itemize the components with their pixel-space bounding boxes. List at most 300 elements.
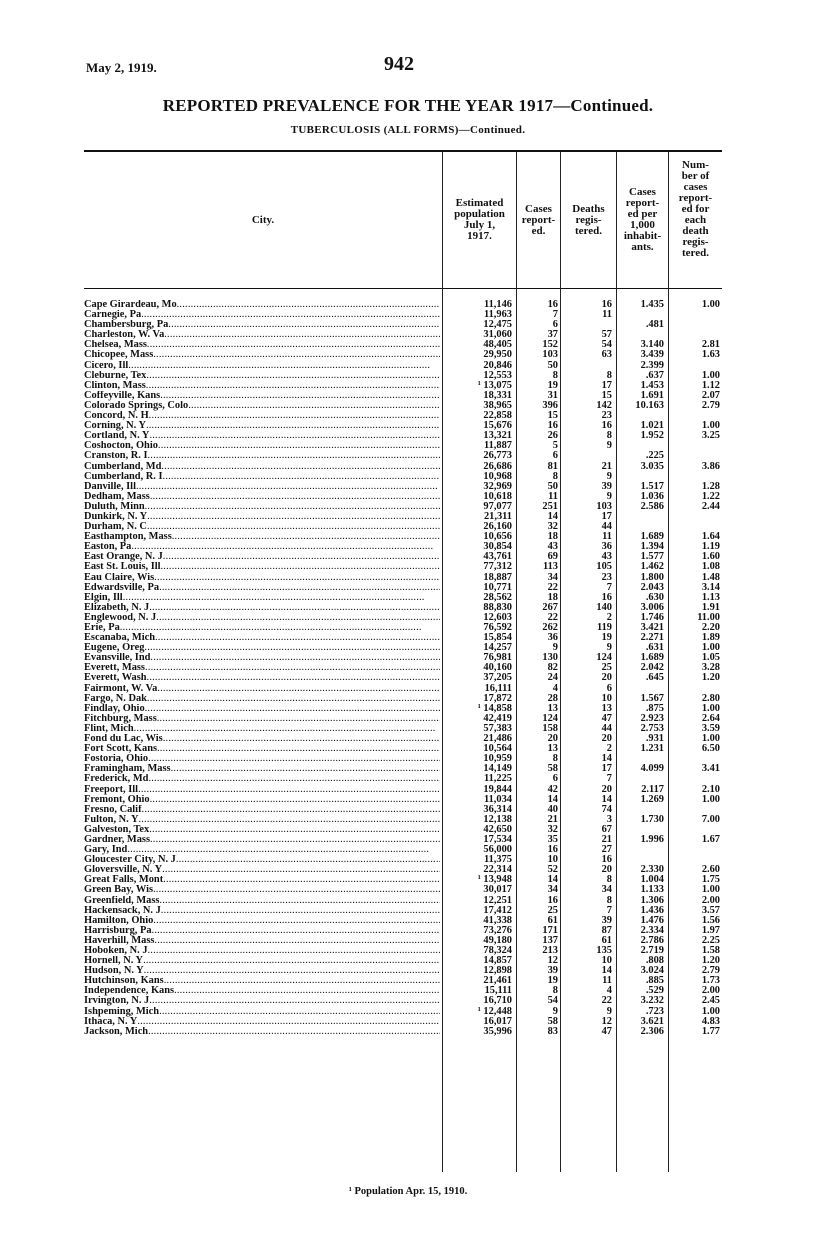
city-name: Gary, Ind . . . <box>84 845 440 855</box>
cases-cell: 396 <box>542 399 558 411</box>
cases-cell: 10 <box>547 854 558 866</box>
ratio-cell: 1.00 <box>701 642 720 654</box>
ratio-cell: 3.57 <box>701 904 720 916</box>
cases-cell: 82 <box>547 662 558 674</box>
ratio-cell: 3.41 <box>701 763 720 775</box>
column-header-ratio: Num- ber of cases report- ed for each death regis- tered. <box>678 159 713 259</box>
population-cell: 17,872 <box>483 692 512 704</box>
city-name: Fitchburg, Mass . . . <box>84 714 440 724</box>
population-cell: 15,854 <box>483 632 512 644</box>
population-cell: 56,000 <box>483 844 512 856</box>
table-row <box>84 976 722 986</box>
cases-cell: 6 <box>552 773 558 785</box>
table-row <box>84 522 722 532</box>
deaths-cell: 57 <box>601 329 612 341</box>
ratio-cell: 4.83 <box>701 1015 720 1027</box>
rate-cell: .631 <box>645 642 664 654</box>
population-cell: 17,534 <box>483 833 512 845</box>
deaths-cell: 23 <box>601 571 612 583</box>
deaths-cell: 11 <box>602 309 612 321</box>
rate-cell: 3.006 <box>640 601 664 613</box>
deaths-cell: 9 <box>606 470 612 482</box>
table-row <box>84 401 722 411</box>
table-row <box>84 694 722 704</box>
population-cell: 11,887 <box>483 440 512 452</box>
population-cell: 20,846 <box>483 359 512 371</box>
ratio-cell: 2.79 <box>701 399 720 411</box>
population-cell: 40,160 <box>483 662 512 674</box>
ratio-cell: 2.00 <box>701 894 720 906</box>
ratio-cell: 2.10 <box>701 783 720 795</box>
ratio-cell: 1.75 <box>701 874 720 886</box>
city-name: Great Falls, Mont . . . <box>84 875 440 885</box>
ratio-cell: 2.25 <box>701 934 720 946</box>
table-row <box>84 795 722 805</box>
rate-cell: .875 <box>645 702 664 714</box>
table-row <box>84 350 722 360</box>
column-header-rate: Cases report- ed per 1,000 inhabit- ants. <box>623 186 662 253</box>
cases-cell: 32 <box>547 521 558 533</box>
ratio-cell: 1.00 <box>701 1005 720 1017</box>
ratio-cell: 1.77 <box>701 1025 720 1037</box>
cases-cell: 81 <box>547 460 558 472</box>
page-title: REPORTED PREVALENCE FOR THE YEAR 1917—Continued. <box>162 96 654 115</box>
rate-cell: 4.099 <box>640 763 664 775</box>
city-name: Dunkirk, N. Y . . . <box>84 512 440 522</box>
table-row <box>84 441 722 451</box>
population-cell: 88,830 <box>483 601 512 613</box>
rate-cell: .723 <box>645 1005 664 1017</box>
deaths-cell: 15 <box>601 389 612 401</box>
deaths-cell: 4 <box>606 985 612 997</box>
city-name: East St. Louis, Ill . . . <box>84 562 440 572</box>
cases-cell: 19 <box>547 975 558 987</box>
city-name: Corning, N. Y . . . <box>84 421 440 431</box>
population-cell: 21,486 <box>483 733 512 745</box>
city-name: Ithaca, N. Y . . . <box>84 1017 440 1027</box>
table-row <box>84 562 722 572</box>
ratio-cell: 2.60 <box>701 864 720 876</box>
table-row <box>84 371 722 381</box>
city-name: Gloucester City, N. J . . . <box>84 855 440 865</box>
page-number: 942 <box>384 53 414 75</box>
deaths-cell: 119 <box>596 622 612 633</box>
table-row <box>84 996 722 1006</box>
population-cell: 14,257 <box>483 642 512 654</box>
city-name: Hoboken, N. J . . . <box>84 946 440 956</box>
rate-cell: 1.435 <box>640 299 664 310</box>
table-row <box>84 421 722 431</box>
cases-cell: 13 <box>547 743 558 755</box>
city-name: Duluth, Minn . . . <box>84 502 440 512</box>
table-row <box>84 451 722 461</box>
deaths-cell: 87 <box>601 924 612 936</box>
ratio-cell: 1.56 <box>701 914 720 926</box>
population-cell: 28,562 <box>483 591 512 603</box>
rate-cell: 2.586 <box>640 500 664 512</box>
header-bottom-rule <box>84 288 722 289</box>
ratio-cell: 3.14 <box>701 581 720 593</box>
population-cell: 22,858 <box>483 410 512 422</box>
deaths-cell: 14 <box>601 965 612 977</box>
ratio-cell: 2.64 <box>701 712 720 724</box>
city-name: Flint, Mich . . . <box>84 724 440 734</box>
cases-cell: 11 <box>548 490 558 502</box>
cases-cell: 8 <box>552 985 558 997</box>
population-cell: 16,710 <box>483 995 512 1007</box>
city-name: Irvington, N. J . . . <box>84 996 440 1006</box>
population-cell: ¹ 12,448 <box>477 1005 512 1017</box>
ratio-cell: 1.60 <box>701 551 720 563</box>
rate-cell: 2.753 <box>640 722 664 734</box>
deaths-cell: 16 <box>601 299 612 310</box>
cases-cell: 251 <box>542 500 558 512</box>
ratio-cell: 2.80 <box>701 692 720 704</box>
cases-cell: 5 <box>552 440 558 452</box>
cases-cell: 130 <box>542 652 558 664</box>
population-cell: 73,276 <box>483 924 512 936</box>
table-row <box>84 633 722 643</box>
population-cell: 31,060 <box>483 329 512 341</box>
deaths-cell: 9 <box>606 490 612 502</box>
deaths-cell: 17 <box>601 379 612 391</box>
population-cell: 18,887 <box>483 571 512 583</box>
deaths-cell: 39 <box>601 480 612 492</box>
rate-cell: 1.996 <box>640 833 664 845</box>
rate-cell: 1.231 <box>640 743 664 755</box>
deaths-cell: 67 <box>601 823 612 835</box>
cases-cell: 83 <box>547 1025 558 1037</box>
city-name: Hudson, N. Y . . . <box>84 966 440 976</box>
population-cell: 21,461 <box>483 975 512 987</box>
cases-cell: 25 <box>547 904 558 916</box>
deaths-cell: 61 <box>601 934 612 946</box>
cases-cell: 124 <box>542 712 558 724</box>
cases-cell: 4 <box>552 682 558 694</box>
table-row <box>84 542 722 552</box>
table-row <box>84 865 722 875</box>
ratio-cell: 7.00 <box>701 813 720 825</box>
ratio-cell: 1.12 <box>701 379 720 391</box>
deaths-cell: 17 <box>601 763 612 775</box>
rate-cell: 1.269 <box>640 793 664 805</box>
table-row <box>84 673 722 683</box>
cases-cell: 7 <box>552 309 558 321</box>
table-row <box>84 462 722 472</box>
cases-cell: 54 <box>547 995 558 1007</box>
footnote: ¹ Population Apr. 15, 1910. <box>348 1186 468 1197</box>
table-row <box>84 300 722 310</box>
deaths-cell: 16 <box>601 591 612 603</box>
city-name: Evansville, Ind . . . <box>84 653 440 663</box>
city-name: Eugene, Oreg . . . <box>84 643 440 653</box>
city-name: Escanaba, Mich . . . <box>84 633 440 643</box>
city-name: Cumberland, Md . . . <box>84 462 440 472</box>
city-name: Concord, N. H . . . <box>84 411 440 421</box>
deaths-cell: 9 <box>606 1005 612 1017</box>
ratio-cell: 3.25 <box>701 430 720 442</box>
ratio-cell: 1.89 <box>701 632 720 644</box>
rate-cell: 1.436 <box>640 904 664 916</box>
ratio-cell: 11.00 <box>697 611 720 623</box>
cases-cell: 13 <box>547 702 558 714</box>
table-row <box>84 391 722 401</box>
city-name: Cleburne, Tex . . . <box>84 371 440 381</box>
city-name: Chambersburg, Pa . . . <box>84 320 440 330</box>
city-name: Framingham, Mass . . . <box>84 764 440 774</box>
city-name: Colorado Springs, Colo . . . <box>84 401 440 411</box>
cases-cell: 16 <box>547 894 558 906</box>
deaths-cell: 21 <box>601 460 612 472</box>
population-cell: 10,771 <box>483 581 512 593</box>
deaths-cell: 20 <box>601 864 612 876</box>
deaths-cell: 20 <box>601 733 612 745</box>
deaths-cell: 19 <box>601 632 612 644</box>
deaths-cell: 17 <box>601 510 612 522</box>
population-cell: 12,138 <box>483 813 512 825</box>
cases-cell: 6 <box>552 319 558 331</box>
city-name: Harrisburg, Pa . . . <box>84 926 440 936</box>
table-row <box>84 946 722 956</box>
table-row <box>84 956 722 966</box>
column-header-population: Estimated population July 1, 1917. <box>454 197 505 242</box>
population-cell: 26,773 <box>483 450 512 462</box>
city-name: Chelsea, Mass . . . <box>84 340 440 350</box>
city-name: Fairmont, W. Va . . . <box>84 684 440 694</box>
city-name: East Orange, N. J . . . <box>84 552 440 562</box>
city-name: Fresno, Calif . . . <box>84 805 440 815</box>
cases-cell: 8 <box>552 753 558 765</box>
table-row <box>84 613 722 623</box>
cases-cell: 50 <box>547 359 558 371</box>
rate-cell: 1.462 <box>640 561 664 573</box>
deaths-cell: 21 <box>601 833 612 845</box>
ratio-cell: 1.22 <box>701 490 720 502</box>
deaths-cell: 9 <box>606 440 612 452</box>
rate-cell: 1.004 <box>640 874 664 886</box>
table-row <box>84 381 722 391</box>
table-row <box>84 502 722 512</box>
city-name: Cranston, R. I . . . <box>84 451 440 461</box>
rate-cell: 3.035 <box>640 460 664 472</box>
city-name: Hackensack, N. J . . . <box>84 906 440 916</box>
deaths-cell: 39 <box>601 914 612 926</box>
deaths-cell: 36 <box>601 541 612 553</box>
population-cell: 11,225 <box>483 773 512 785</box>
deaths-cell: 43 <box>601 551 612 563</box>
table-row <box>84 896 722 906</box>
deaths-cell: 105 <box>596 561 612 573</box>
population-cell: 30,854 <box>483 541 512 553</box>
rate-cell: 1.517 <box>640 480 664 492</box>
rate-cell: 1.306 <box>640 894 664 906</box>
table-row <box>84 552 722 562</box>
table-row <box>84 492 722 502</box>
cases-cell: 12 <box>547 955 558 967</box>
population-cell: 41,338 <box>483 914 512 926</box>
ratio-cell: 1.08 <box>701 561 720 573</box>
column-header-deaths: Deaths regis- tered. <box>572 202 605 237</box>
city-name: Fargo, N. Dak . . . <box>84 694 440 704</box>
population-cell: 12,251 <box>483 894 512 906</box>
cases-cell: 58 <box>547 763 558 775</box>
deaths-cell: 47 <box>601 1025 612 1037</box>
deaths-cell: 20 <box>601 672 612 684</box>
cases-cell: 9 <box>552 642 558 654</box>
deaths-cell: 20 <box>601 783 612 795</box>
city-name: Fostoria, Ohio . . . <box>84 754 440 764</box>
ratio-cell: 1.28 <box>701 480 720 492</box>
city-name: Easthampton, Mass . . . <box>84 532 440 542</box>
ratio-cell: 1.00 <box>701 702 720 714</box>
cases-cell: 24 <box>547 672 558 684</box>
deaths-cell: 34 <box>601 884 612 896</box>
city-name: Dedham, Mass . . . <box>84 492 440 502</box>
table-row <box>84 744 722 754</box>
deaths-cell: 63 <box>601 349 612 361</box>
deaths-cell: 11 <box>602 531 612 543</box>
city-name: Hornell, N. Y . . . <box>84 956 440 966</box>
deaths-cell: 103 <box>596 500 612 512</box>
deaths-cell: 8 <box>606 894 612 906</box>
population-cell: ¹ 13,948 <box>477 874 512 886</box>
table-row <box>84 764 722 774</box>
population-cell: 26,160 <box>483 521 512 533</box>
rate-cell: 3.140 <box>640 339 664 351</box>
table-row <box>84 330 722 340</box>
table-row <box>84 603 722 613</box>
table-row <box>84 340 722 350</box>
population-cell: 29,950 <box>483 349 512 361</box>
deaths-cell: 9 <box>606 642 612 654</box>
city-name: Ishpeming, Mich . . . <box>84 1007 440 1017</box>
table-row <box>84 320 722 330</box>
ratio-cell: 1.73 <box>701 975 720 987</box>
table-row <box>84 573 722 583</box>
deaths-cell: 14 <box>601 753 612 765</box>
deaths-cell: 7 <box>606 904 612 916</box>
column-header-city: City. <box>251 213 275 226</box>
cases-cell: 158 <box>542 722 558 734</box>
city-name: Coshocton, Ohio . . . <box>84 441 440 451</box>
city-name: Green Bay, Wis . . . <box>84 885 440 895</box>
ratio-cell: 2.44 <box>701 500 720 512</box>
cases-cell: 31 <box>547 389 558 401</box>
population-cell: 12,603 <box>483 611 512 623</box>
population-cell: 12,553 <box>483 369 512 381</box>
city-name: Galveston, Tex . . . <box>84 825 440 835</box>
deaths-cell: 3 <box>606 813 612 825</box>
rate-cell: .645 <box>645 672 664 684</box>
population-cell: 15,676 <box>483 420 512 432</box>
ratio-cell: 2.00 <box>701 985 720 997</box>
city-name: Carnegie, Pa . . . <box>84 310 440 320</box>
population-cell: 30,017 <box>483 884 512 896</box>
population-cell: 97,077 <box>483 500 512 512</box>
ratio-cell: 1.05 <box>701 652 720 664</box>
rate-cell: .637 <box>645 369 664 381</box>
ratio-cell: 3.86 <box>701 460 720 472</box>
table-row <box>84 431 722 441</box>
cases-cell: 16 <box>547 420 558 432</box>
table-row <box>84 774 722 784</box>
deaths-cell: 140 <box>596 601 612 613</box>
city-name: Coffeyville, Kans . . . <box>84 391 440 401</box>
city-name: Clinton, Mass . . . <box>84 381 440 391</box>
population-cell: 12,475 <box>483 319 512 331</box>
ratio-cell: 1.63 <box>701 349 720 361</box>
population-cell: 11,375 <box>483 854 512 866</box>
city-name: Fremont, Ohio . . . <box>84 795 440 805</box>
deaths-cell: 2 <box>606 611 612 623</box>
cases-cell: 137 <box>542 934 558 946</box>
cases-cell: 171 <box>542 924 558 936</box>
rate-cell: 3.621 <box>640 1015 664 1027</box>
deaths-cell: 7 <box>606 773 612 785</box>
population-cell: 10,959 <box>483 753 512 765</box>
city-name: Erie, Pa . . . <box>84 623 440 633</box>
rate-cell: 2.330 <box>640 864 664 876</box>
cases-cell: 52 <box>547 864 558 876</box>
prevalence-table <box>84 150 722 1174</box>
rate-cell: 1.567 <box>640 692 664 704</box>
rate-cell: 1.577 <box>640 551 664 563</box>
city-name: Durham, N. C . . . <box>84 522 440 532</box>
population-cell: 12,898 <box>483 965 512 977</box>
table-subtitle: TUBERCULOSIS (ALL FORMS)—Continued. <box>290 124 526 136</box>
cases-cell: 43 <box>547 541 558 553</box>
rate-cell: 2.786 <box>640 934 664 946</box>
table-row <box>84 734 722 744</box>
population-cell: ¹ 14,858 <box>477 702 512 714</box>
city-name: Freeport, Ill . . . <box>84 785 440 795</box>
deaths-cell: 13 <box>601 702 612 714</box>
population-cell: 76,981 <box>483 652 512 664</box>
table-row <box>84 663 722 673</box>
city-name: Findlay, Ohio . . . <box>84 704 440 714</box>
cases-cell: 267 <box>542 601 558 613</box>
population-cell: 13,321 <box>483 430 512 442</box>
population-cell: 11,146 <box>483 299 512 310</box>
city-name: Elgin, Ill . . . <box>84 593 440 603</box>
rate-cell: .529 <box>645 985 664 997</box>
rate-cell: 1.453 <box>640 379 664 391</box>
ratio-cell: 1.20 <box>701 955 720 967</box>
deaths-cell: 44 <box>601 722 612 734</box>
table-row <box>84 482 722 492</box>
population-cell: 10,656 <box>483 531 512 543</box>
city-name: Everett, Mass . . . <box>84 663 440 673</box>
city-name: Fulton, N. Y . . . <box>84 815 440 825</box>
population-cell: 14,149 <box>483 763 512 775</box>
cases-cell: 69 <box>547 551 558 563</box>
cases-cell: 18 <box>547 531 558 543</box>
rate-cell: .481 <box>645 319 664 331</box>
rate-cell: 1.691 <box>640 389 664 401</box>
table-row <box>84 310 722 320</box>
rate-cell: .808 <box>645 955 664 967</box>
city-name: Cicero, Ill . . . <box>84 361 440 371</box>
ratio-cell: 3.28 <box>701 662 720 674</box>
rate-cell: 2.334 <box>640 924 664 936</box>
rate-cell: 1.689 <box>640 531 664 543</box>
deaths-cell: 74 <box>601 803 612 815</box>
rate-cell: 3.024 <box>640 965 664 977</box>
table-row <box>84 1017 722 1027</box>
city-name: Hamilton, Ohio . . . <box>84 916 440 926</box>
population-cell: 49,180 <box>483 934 512 946</box>
table-row <box>84 684 722 694</box>
